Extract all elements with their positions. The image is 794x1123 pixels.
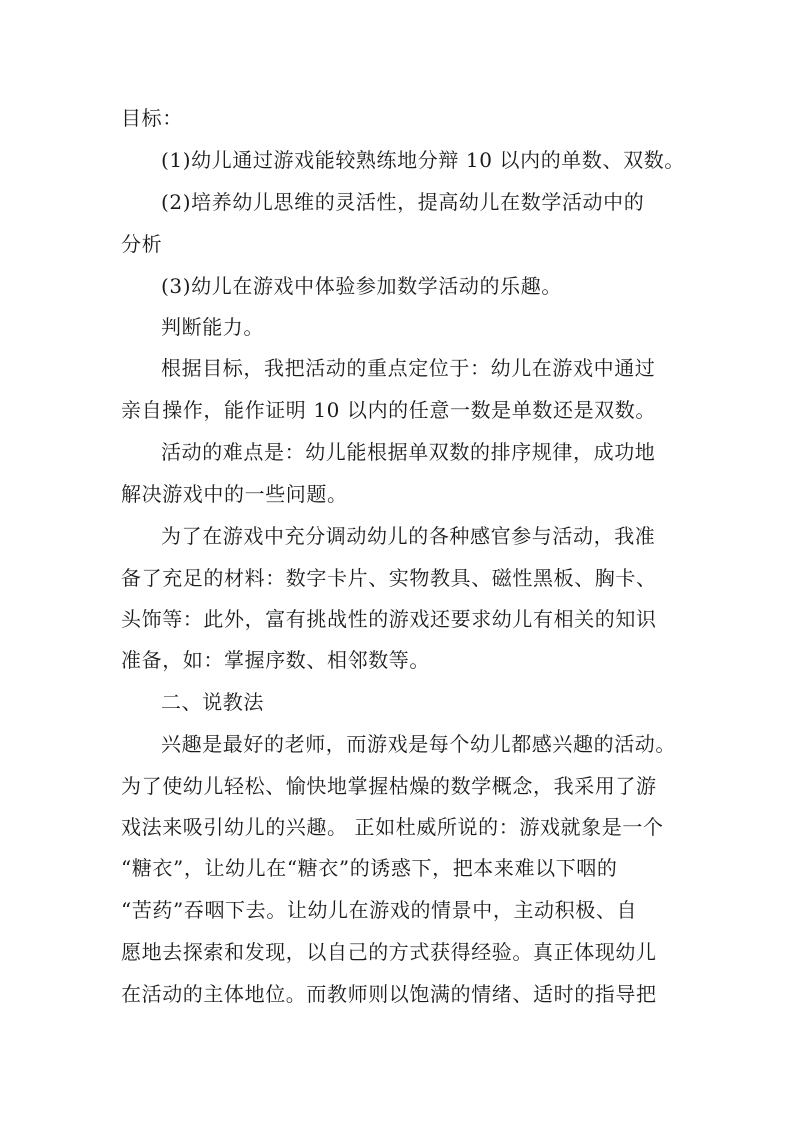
text-line-materials-cont-3: 准备，如：掌握序数、相邻数等。 [121,648,430,672]
text-line-materials-cont-1: 备了充足的材料：数字卡片、实物教具、磁性黑板、胸卡、 [121,566,657,590]
section-heading-teaching-method: 二、说教法 [161,690,264,714]
text-line-focus: 根据目标，我把活动的重点定位于：幼儿在游戏中通过 [161,356,656,380]
text-line-difficulty-cont: 解决游戏中的一些问题。 [121,482,348,506]
text-line-interest-cont-2: 戏法来吸引幼儿的兴趣。 正如杜威所说的：游戏就象是一个 [121,815,664,839]
text-line-goal-1: (1)幼儿通过游戏能较熟练地分辩 10 以内的单数、双数。 [161,148,685,172]
text-line-goal-heading: 目标： [121,106,183,130]
text-line-interest-cont-5: 愿地去探索和发现，以自己的方式获得经验。真正体现幼儿 [121,940,657,964]
text-line-judgement: 判断能力。 [161,315,264,339]
text-line-materials-cont-2: 头饰等：此外，富有挑战性的游戏还要求幼儿有相关的知识 [121,607,657,631]
text-line-difficulty: 活动的难点是：幼儿能根据单双数的排序规律，成功地 [161,440,656,464]
text-line-interest-cont-4: “苦药”吞咽下去。让幼儿在游戏的情景中，主动积极、自 [121,898,638,922]
text-line-interest-cont-6: 在活动的主体地位。而教师则以饱满的情绪、适时的指导把 [121,982,657,1006]
text-line-materials: 为了在游戏中充分调动幼儿的各种感官参与活动，我准 [161,524,656,548]
text-line-interest-cont-3: “糖衣”，让幼儿在“糖衣”的诱惑下，把本来难以下咽的 [121,856,618,880]
text-line-interest: 兴趣是最好的老师，而游戏是每个幼儿都感兴趣的活动。 [161,732,676,756]
text-line-goal-2-cont: 分析 [121,232,163,256]
text-line-focus-cont: 亲自操作，能作证明 10 以内的任意一数是单数还是双数。 [121,398,656,422]
text-line-goal-2: (2)培养幼儿思维的灵活性，提高幼儿在数学活动中的 [161,190,645,214]
text-line-interest-cont-1: 为了使幼儿轻松、愉快地掌握枯燥的数学概念，我采用了游 [121,774,657,798]
text-line-goal-3: (3)幼儿在游戏中体验参加数学活动的乐趣。 [161,274,562,298]
